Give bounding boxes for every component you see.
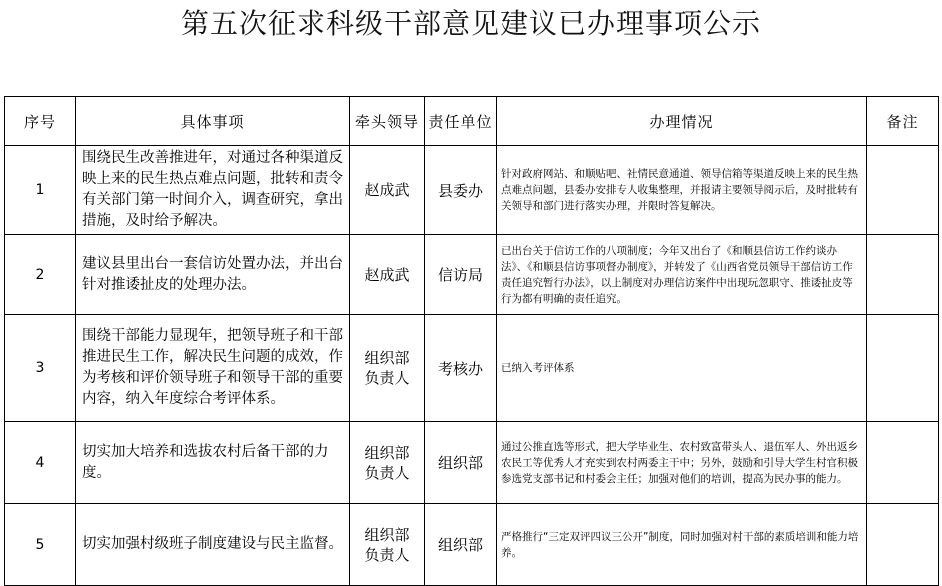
row-remark: [867, 315, 939, 422]
row-seq: 2: [5, 235, 76, 315]
header-unit: 责任单位: [425, 97, 497, 146]
page-title: 第五次征求科级干部意见建议已办理事项公示: [180, 7, 761, 40]
row-leader: 赵成武: [350, 146, 425, 235]
header-remark: 备注: [867, 97, 939, 146]
row-remark: [867, 146, 939, 235]
table-row: [5, 315, 939, 422]
row-status: 已纳入考评体系: [497, 315, 867, 422]
row-status: 通过公推直选等形式，把大学毕业生、农村致富带头人、退伍军人、外出返乡农民工等优秀人才充实到农村两委主干中；另外，鼓励和引导大学生村官积极参选党支部书记和村委会主任；加强对他们的培训，提高为民办事的能力。: [497, 422, 867, 504]
row-status: 已出台关于信访工作的八项制度；今年又出台了《和顺县信访工作约谈办法》、《和顺县信访事项督办制度》，并转发了《山西省党员领导干部信访工作责任追究暂行办法》，以上制度对办理信访案件中出现玩忽职守、推诿扯皮等行为都有明确的责任追究。: [497, 235, 867, 315]
header-status: 办理情况: [497, 97, 867, 146]
row-status: 针对政府网站、和顺贴吧、社情民意通道、领导信箱等渠道反映上来的民生热点难点问题，县委办安排专人收集整理，并报请主要领导阅示后，及时批转有关领导和部门进行落实办理，并限时答复解决。: [497, 146, 867, 235]
row-leader: 赵成武: [350, 235, 425, 315]
row-leader: 组织部负责人: [350, 422, 425, 504]
header-matter: 具体事项: [76, 97, 350, 146]
row-matter: 建议县里出台一套信访处置办法，并出台针对推诿扯皮的处理办法。: [76, 235, 350, 315]
row-seq: 1: [5, 146, 76, 235]
notice-table: [4, 96, 939, 586]
header-row: [5, 97, 939, 146]
table-row: [5, 146, 939, 235]
row-status: 严格推行“三定双评四议三公开”制度，同时加强对村干部的素质培训和能力培养。: [497, 504, 867, 586]
row-remark: [867, 235, 939, 315]
row-matter: 切实加强村级班子制度建设与民主监督。: [76, 504, 350, 586]
row-seq: 4: [5, 422, 76, 504]
row-unit: 考核办: [425, 315, 497, 422]
row-remark: [867, 422, 939, 504]
row-matter: 围绕干部能力显现年，把领导班子和干部推进民生工作，解决民生问题的成效，作为考核和评价领导班子和领导干部的重要内容，纳入年度综合考评体系。: [76, 315, 350, 422]
row-seq: 3: [5, 315, 76, 422]
table-row: [5, 504, 939, 586]
row-unit: 组织部: [425, 422, 497, 504]
row-unit: 组织部: [425, 504, 497, 586]
table-row: [5, 235, 939, 315]
row-remark: [867, 504, 939, 586]
row-seq: 5: [5, 504, 76, 586]
row-unit: 信访局: [425, 235, 497, 315]
row-unit: 县委办: [425, 146, 497, 235]
row-matter: 切实加大培养和选拔农村后备干部的力度。: [76, 422, 350, 504]
row-matter: 围绕民生改善推进年，对通过各种渠道反映上来的民生热点难点问题，批转和责令有关部门第一时间介入，调查研究，拿出措施，及时给予解决。: [76, 146, 350, 235]
table-row: [5, 422, 939, 504]
row-leader: 组织部负责人: [350, 315, 425, 422]
header-seq: 序号: [5, 97, 76, 146]
header-leader: 牵头领导: [350, 97, 425, 146]
row-leader: 组织部负责人: [350, 504, 425, 586]
